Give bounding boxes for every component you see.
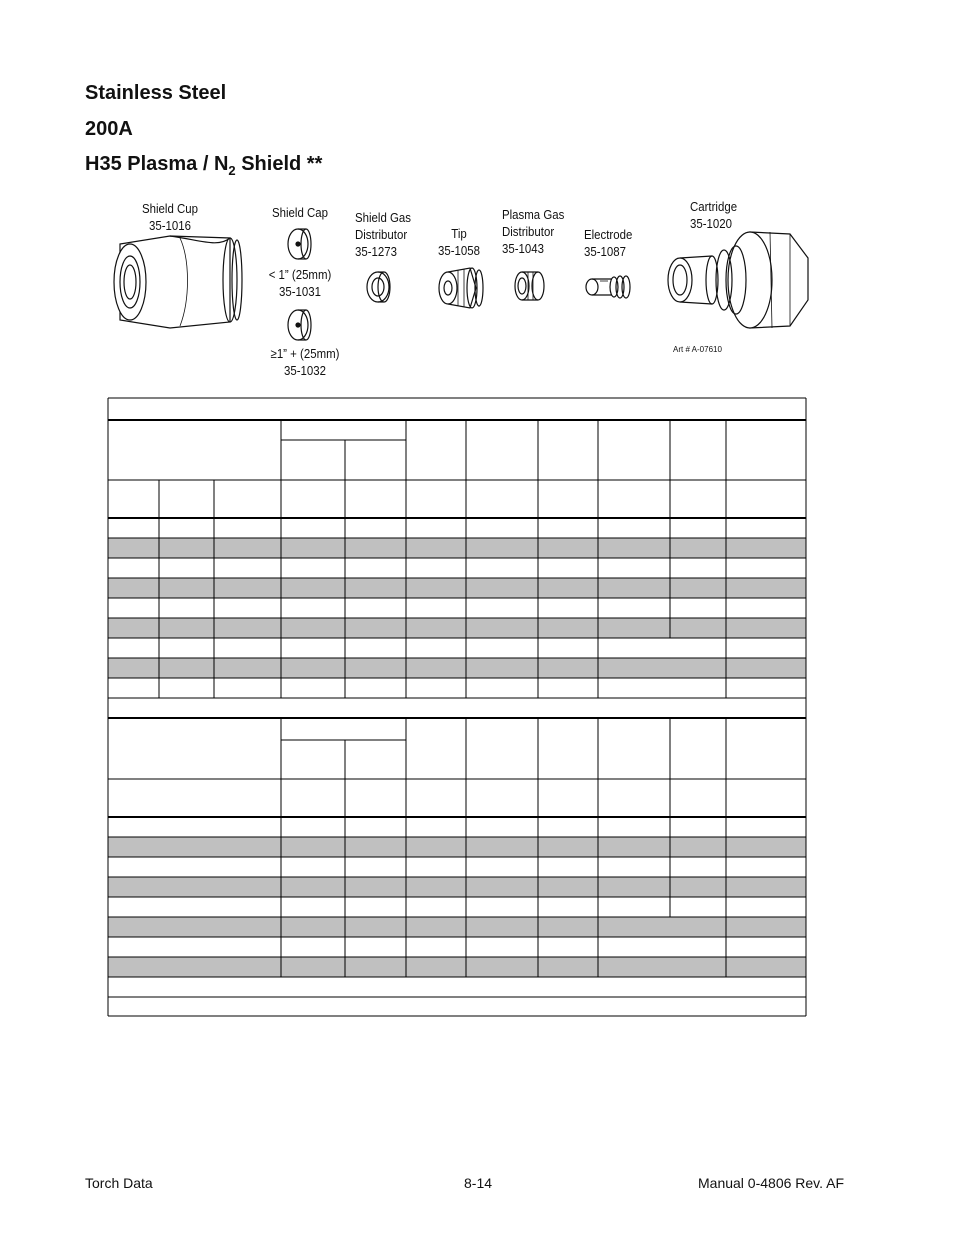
table-shaded-row [108,917,806,937]
shield-gas-distributor-label: Shield Gas Distributor 35-1273 [355,210,411,259]
table-shaded-row [108,837,806,857]
table-shaded-row [108,957,806,977]
footer-manual-revision: Manual 0-4806 Rev. AF [698,1175,845,1191]
table-shaded-row [108,618,806,638]
table-shaded-row [108,538,806,558]
gas-heading: H35 Plasma / $N_2$ Shield ** [85,153,323,178]
footer-page-number: 8-14 [464,1175,493,1191]
cartridge-label: Cartridge 35-1020 [690,199,738,231]
table-shaded-row [108,578,806,598]
shield-cap-label: Shield Cap [272,205,328,220]
table-shaded-row [108,877,806,897]
shield-cup-label: Shield Cup 35-1016 [142,201,198,233]
tip-label: Tip 35-1058 [438,226,480,258]
table-shaded-row [108,658,806,678]
art-number: Art # A-07610 [673,345,722,354]
footer-section-title: Torch Data [85,1175,153,1191]
plasma-gas-distributor-label: Plasma Gas Distributor 35-1043 [502,207,565,256]
material-heading: Stainless Steel [85,82,227,104]
electrode-label: Electrode 35-1087 [584,227,633,259]
shield-cap-large-label: ≥1” + (25mm) 35-1032 [270,346,340,378]
current-heading: 200A [85,118,133,140]
shield-cap-small-label: < 1” (25mm) 35-1031 [268,267,332,299]
